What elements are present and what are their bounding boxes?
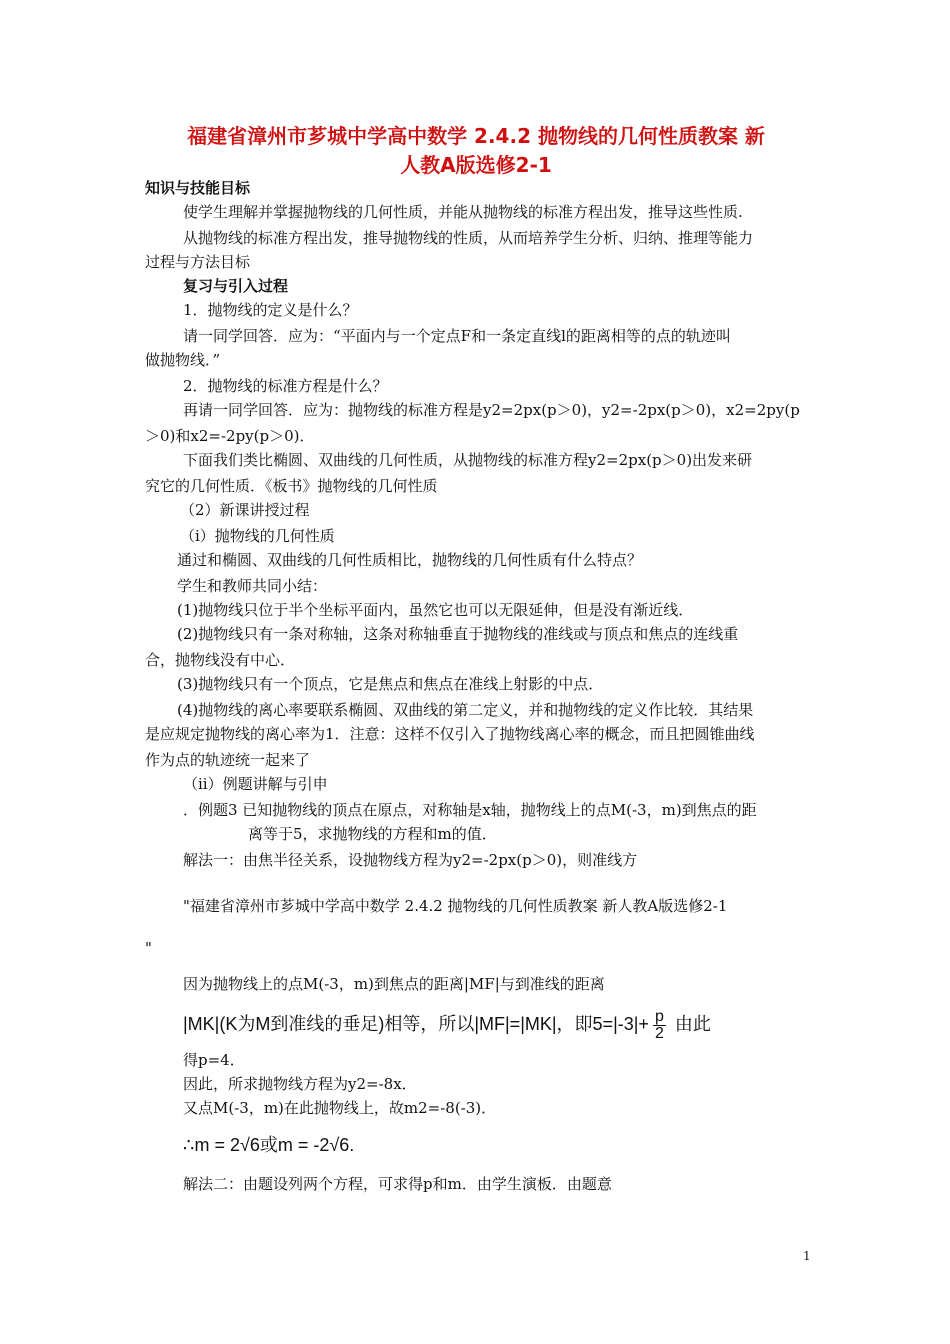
equation-text: |MK|(K为M到准线的垂足)相等，所以|MF|=|MK|，即5=|-3|+	[183, 1014, 649, 1034]
paragraph-line: 合，抛物线没有中心．	[145, 651, 296, 669]
question-line: 2．抛物线的标准方程是什么？	[183, 377, 388, 395]
paragraph-line: 是应规定抛物线的离心率为1．注意：这样不仅引入了抛物线离心率的概念，而且把圆锥曲线	[145, 725, 755, 743]
paragraph-line: 使学生理解并掌握抛物线的几何性质，并能从抛物线的标准方程出发，推导这些性质.	[183, 203, 743, 221]
subsection-heading: （ii）例题讲解与引申	[183, 775, 328, 793]
paragraph-line: 下面我们类比椭圆、双曲线的几何性质，从抛物线的标准方程y2=2px(p＞0)出发来研	[183, 451, 753, 469]
list-item: (3)抛物线只有一个顶点，它是焦点和焦点在准线上射影的中点．	[177, 675, 604, 693]
fraction	[653, 1009, 666, 1042]
paragraph-line: 得p=4．	[183, 1051, 245, 1069]
solution-line: 解法二：由题设列两个方程，可求得p和m．由学生演板．由题意	[183, 1175, 612, 1193]
fraction-numerator: p	[654, 1007, 664, 1025]
equation-tail: 由此	[674, 1014, 711, 1034]
paragraph-line: 过程与方法目标	[145, 253, 251, 271]
paragraph-line: 因此，所求抛物线方程为y2=-8x．	[183, 1075, 417, 1093]
paragraph-line: ＞0)和x2=-2py(p＞0)．	[145, 427, 315, 445]
paragraph-line: "福建省漳州市芗城中学高中数学 2.4.2 抛物线的几何性质教案 新人教A版选修2-1	[183, 897, 728, 915]
list-item: (4)抛物线的离心率要联系椭圆、双曲线的第二定义，并和抛物线的定义作比较．其结果	[177, 701, 754, 719]
solution-line: 解法一：由焦半径关系，设抛物线方程为y2=-2px(p＞0)，则准线方	[183, 851, 638, 869]
example-line: ．例题3 已知抛物线的顶点在原点，对称轴是x轴，抛物线上的点M(-3，m)到焦点的距	[183, 801, 757, 819]
paragraph-line: 再请一同学回答．应为：抛物线的标准方程是y2=2px(p＞0)，y2=-2px(p＞0)，x2=2py(p	[183, 401, 800, 419]
equation-result: ∴m = 2√6或m = -2√6.	[183, 1135, 355, 1155]
list-item: (2)抛物线只有一条对称轴，这条对称轴垂直于抛物线的准线或与顶点和焦点的连线重	[177, 625, 739, 643]
section-heading-review: 复习与引入过程	[183, 277, 289, 295]
paragraph-line: 又点M(-3，m)在此抛物线上，故m2=-8(-3)．	[183, 1099, 497, 1117]
title-line-2: 人教A版选修2-1	[400, 153, 552, 177]
paragraph-line: 学生和教师共同小结：	[177, 577, 328, 595]
paragraph-line: 通过和椭圆、双曲线的几何性质相比，抛物线的几何性质有什么特点？	[177, 551, 643, 569]
paragraph-line: 从抛物线的标准方程出发，推导抛物线的性质，从而培养学生分析、归纳、推理等能力	[183, 229, 754, 247]
paragraph-line: 作为点的轨迹统一起来了	[145, 751, 311, 769]
document-title	[145, 122, 807, 180]
title-line-1: 福建省漳州市芗城中学高中数学 2.4.2 抛物线的几何性质教案 新	[187, 124, 765, 148]
equation-line	[183, 1004, 711, 1044]
paragraph-line: 做抛物线．”	[145, 351, 221, 369]
paragraph-line: 究它的几何性质．《板书》抛物线的几何性质	[145, 477, 438, 495]
section-heading-knowledge: 知识与技能目标	[145, 179, 251, 197]
subsection-heading: （2）新课讲授过程	[180, 501, 310, 519]
page-number: 1	[803, 1249, 811, 1263]
subsection-heading: （i）抛物线的几何性质	[180, 527, 335, 545]
example-line: 离等于5，求抛物线的方程和m的值．	[248, 825, 497, 843]
list-item: (1)抛物线只位于半个坐标平面内，虽然它也可以无限延伸，但是没有渐近线．	[177, 601, 694, 619]
paragraph-line: 因为抛物线上的点M(-3，m)到焦点的距离|MF|与到准线的距离	[183, 975, 605, 993]
paragraph-line: 请一同学回答．应为：“平面内与一个定点F和一条定直线l的距离相等的点的轨迹叫	[183, 327, 731, 345]
fraction-denominator: 2	[654, 1024, 664, 1042]
paragraph-line: "	[145, 939, 152, 957]
question-line: 1．抛物线的定义是什么？	[183, 301, 358, 319]
